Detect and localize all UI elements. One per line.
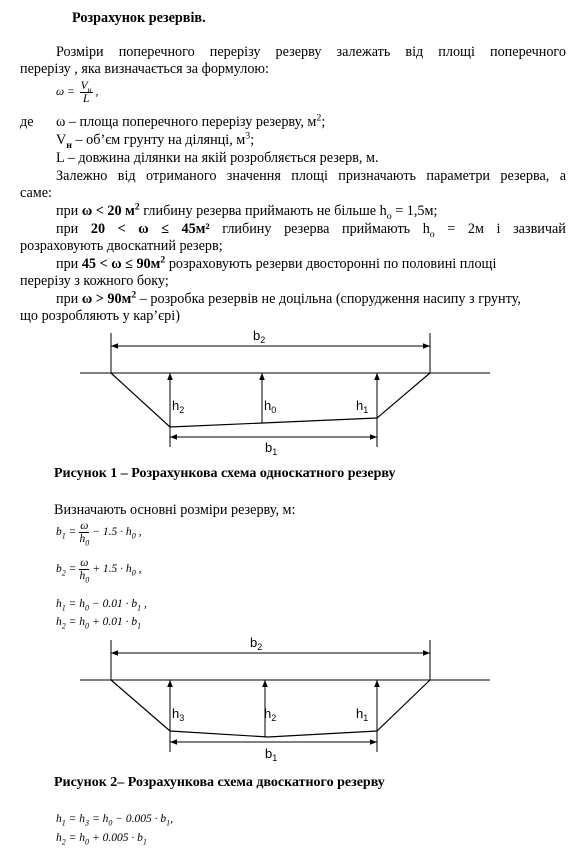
formula-b2: $b_2$ = $\frac{\omega}{h_0}$ + $1.5 \cdot h_0$ , (56, 557, 142, 585)
svg-text:b2: $b_2$ (250, 635, 263, 652)
intro-line-2: перерізу , яка визначається за формулою: (20, 61, 269, 77)
svg-text:h2: $h_2$ (172, 398, 185, 415)
svg-text:b1: $b_1$ (265, 440, 278, 457)
condition-4-line-2: що розробляють у кар’єрі) (20, 308, 180, 324)
figure-2-diagram (0, 632, 588, 762)
figure-1-caption: Рисунок 1 – Розрахункова схема односкатного резерву (54, 466, 396, 481)
section-title: Розрахунок резервів. (72, 10, 206, 26)
dims-intro: Визначають основні розміри резерву, м: (54, 502, 296, 518)
condition-3-line-2: перерізу з кожного боку; (20, 273, 169, 289)
figure-2-caption: Рисунок 2– Розрахункова схема двоскатного резерву (54, 775, 385, 790)
formula-h2: $h_2 = h_0 + 0.01 \cdot b_1$ (56, 616, 142, 631)
formula-h1-h3: $h_1 = h_3 = h_0 - 0.005 \cdot b_1$, (56, 813, 174, 828)
condition-2-line-2: розраховують двоскатний резерв; (20, 238, 223, 254)
svg-text:h2: $h_2$ (264, 706, 277, 723)
condition-1: при ω < 20 $м^2$ глибину резерва приймають не більше $h_o = 1,5м$; (56, 201, 438, 222)
intro-line-1: Розміри поперечного перерізу резерву залежать від площі поперечного (56, 44, 566, 60)
svg-text:b1: $b_1$ (265, 746, 278, 763)
figure-1-diagram (0, 325, 588, 455)
formula-h1: $h_1 = h_0 - 0.01 \cdot b_1$ , (56, 598, 147, 613)
def-omega: ω – площа поперечного перерізу резерву, $м^2$; (56, 112, 326, 130)
def-length: L – довжина ділянки на якій розробляється резерв, м. (56, 150, 379, 166)
svg-text:h0: $h_0$ (264, 398, 277, 415)
svg-text:b2: $b_2$ (253, 328, 266, 345)
where-label: де (20, 114, 34, 130)
svg-text:h1: $h_1$ (356, 398, 369, 415)
condition-3: при $45 < \omega \le 90м^2$ розраховують резерви двосторонні по половині площі (56, 254, 497, 272)
svg-text:h1: $h_1$ (356, 706, 369, 723)
condition-2: при 20 < ω ≤ 45м² глибину резерва приймають $h_o$ = 2м і зазвичай (56, 221, 566, 240)
formula-h2-dual: $h_2 = h_0 + 0.005 \cdot b_1$ (56, 832, 147, 847)
def-volume: $V_н$ – об’єм грунту на ділянці, $м^3$; (56, 130, 255, 151)
omega-formula: ω = $\frac{V_н}{L}$ , (56, 80, 99, 105)
svg-text:h3: $h_3$ (172, 706, 185, 723)
formula-b1: $b_1$ = $\frac{\omega}{h_0}$ − $1.5 \cdot h_0$ , (56, 520, 142, 548)
depends-line-1: Залежно від отриманого значення площі призначають параметри резерва, а (56, 168, 566, 184)
condition-4: при $\omega > 90м^2$ – розробка резервів не доцільна (спорудження насипу з грунту, (56, 289, 521, 307)
depends-line-2: саме: (20, 185, 52, 201)
